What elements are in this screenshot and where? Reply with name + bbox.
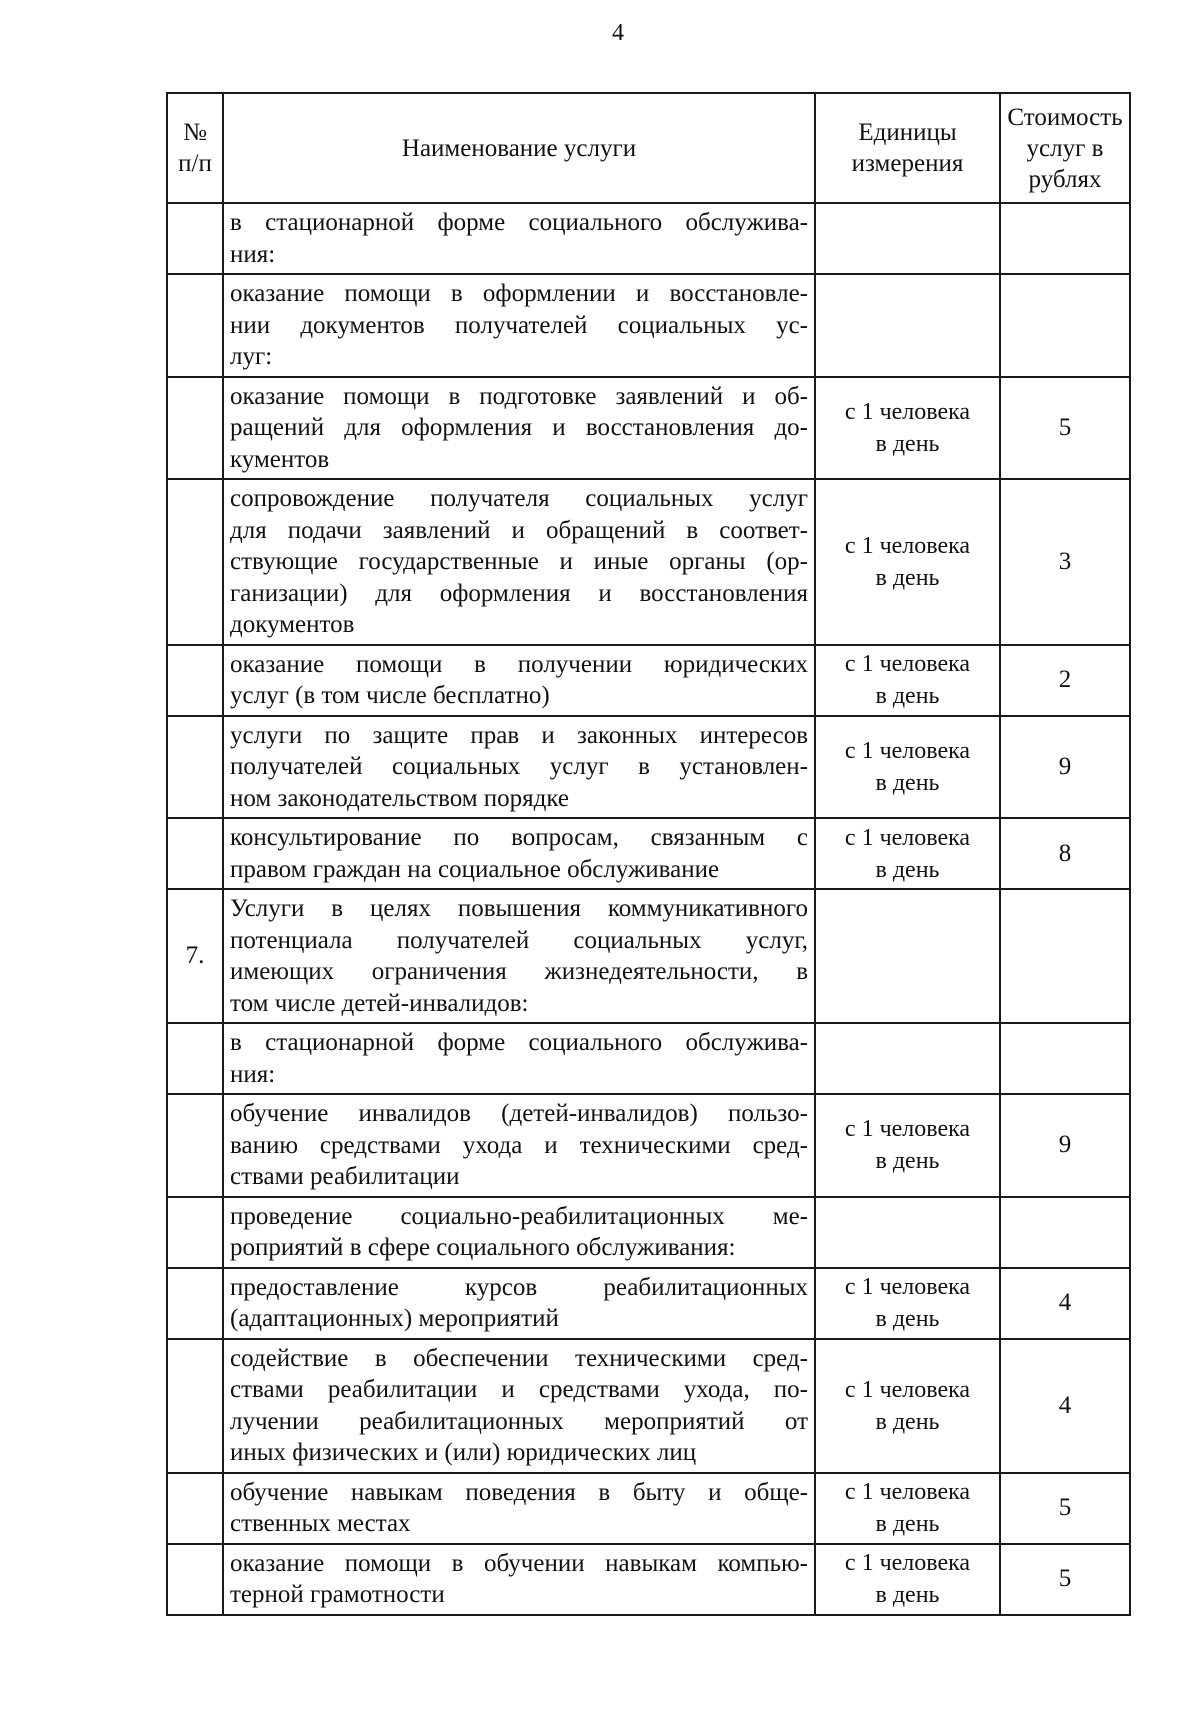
cost-cell <box>1000 1023 1130 1094</box>
header-number: № п/п <box>167 93 223 203</box>
service-name-cell <box>223 716 815 819</box>
service-name-line: имеющих ограничения жизнедеятельности, в <box>230 958 808 985</box>
table-row <box>167 645 1130 716</box>
table-row <box>167 1023 1130 1094</box>
service-name-line: ванию средствами ухода и техническими сред- <box>230 1131 808 1159</box>
service-name-line: ном законодательством порядке <box>230 784 570 812</box>
unit-cell: с 1 человека в день <box>815 1094 1000 1197</box>
service-name-line: иных физических и (или) юридических лиц <box>230 1439 697 1466</box>
service-name-line: проведение социально-реабилитационных ме- <box>230 1202 808 1230</box>
service-name-line: том числе детей-инвалидов: <box>230 989 529 1017</box>
service-name-cell <box>223 1268 815 1339</box>
service-name-line: лучении реабилитационных мероприятий от <box>230 1407 808 1435</box>
table-row <box>167 274 1130 377</box>
service-name-line: оказание помощи в получении юридических <box>230 650 808 678</box>
cost-cell: 8 <box>1000 818 1130 889</box>
service-name-line: оказание помощи в подготовке заявлений и об- <box>230 382 808 410</box>
service-name-line: правом граждан на социальное обслуживание <box>230 855 720 883</box>
row-number-cell <box>167 1268 223 1339</box>
service-name-line: ствами реабилитации и средствами ухода, по- <box>230 1376 808 1403</box>
header-units: Единицы измерения <box>815 93 1000 203</box>
table-row <box>167 479 1130 645</box>
service-name-cell <box>223 274 815 377</box>
service-name-cell <box>223 1197 815 1268</box>
page-number: 4 <box>612 20 624 46</box>
service-name-line: услуги по защите прав и законных интересов <box>230 721 808 749</box>
unit-cell: с 1 человека в день <box>815 645 1000 716</box>
service-name-line: ращений для оформления и восстановления до- <box>230 414 808 441</box>
table-row <box>167 1268 1130 1339</box>
service-name-line: сопровождение получателя социальных услуг <box>230 485 808 512</box>
unit-cell <box>815 1023 1000 1094</box>
row-number-cell: 7. <box>167 889 223 1023</box>
row-number-cell <box>167 716 223 819</box>
service-name-line: ствами реабилитации <box>230 1163 460 1190</box>
row-number-cell <box>167 1094 223 1197</box>
service-name-line: ния: <box>230 1060 276 1088</box>
service-name-line: услуг (в том числе бесплатно) <box>230 682 550 709</box>
services-price-table <box>166 92 1131 1616</box>
unit-cell: с 1 человека в день <box>815 1339 1000 1473</box>
unit-cell: с 1 человека в день <box>815 377 1000 480</box>
cost-cell: 5 <box>1000 377 1130 480</box>
table-row <box>167 716 1130 819</box>
service-name-line: документов <box>230 611 355 638</box>
unit-cell <box>815 203 1000 274</box>
table-row <box>167 1544 1130 1615</box>
service-name-cell <box>223 889 815 1023</box>
service-name-line: кументов <box>230 445 330 473</box>
service-name-line: в стационарной форме социального обслужива- <box>230 1029 808 1056</box>
service-name-line: (адаптационных) мероприятий <box>230 1305 559 1332</box>
service-name-cell <box>223 1544 815 1615</box>
service-name-line: луг: <box>230 343 273 370</box>
cost-cell: 3 <box>1000 479 1130 645</box>
header-service-name: Наименование услуги <box>223 93 815 203</box>
service-name-line: оказание помощи в обучении навыкам компью- <box>230 1549 808 1577</box>
service-name-line: консультирование по вопросам, связанным с <box>230 824 808 851</box>
unit-cell: с 1 человека в день <box>815 818 1000 889</box>
table-row <box>167 1473 1130 1544</box>
cost-cell: 2 <box>1000 645 1130 716</box>
cost-cell <box>1000 1197 1130 1268</box>
service-name-line: обучение инвалидов (детей-инвалидов) пользо- <box>230 1100 808 1127</box>
service-name-line: терной грамотности <box>230 1581 445 1608</box>
service-name-line: в стационарной форме социального обслужива- <box>230 209 808 236</box>
service-name-line: для подачи заявлений и обращений в соответ- <box>230 516 808 544</box>
unit-cell: с 1 человека в день <box>815 479 1000 645</box>
service-name-line: ния: <box>230 240 276 268</box>
table-row <box>167 889 1130 1023</box>
row-number-cell <box>167 274 223 377</box>
cost-cell <box>1000 203 1130 274</box>
service-name-cell <box>223 1473 815 1544</box>
service-name-cell <box>223 1094 815 1197</box>
cost-cell: 9 <box>1000 1094 1130 1197</box>
unit-cell <box>815 274 1000 377</box>
service-name-cell <box>223 1339 815 1473</box>
row-number-cell <box>167 818 223 889</box>
service-name-line: обучение навыкам поведения в быту и обще- <box>230 1478 808 1506</box>
service-name-line: содействие в обеспечении техническими сред- <box>230 1344 808 1372</box>
service-name-line: ствующие государственные и иные органы (ор- <box>230 548 808 575</box>
table-row <box>167 377 1130 480</box>
row-number-cell <box>167 377 223 480</box>
table-row <box>167 1094 1130 1197</box>
service-name-cell <box>223 203 815 274</box>
header-cost: Стоимость услуг в рублях <box>1000 93 1130 203</box>
service-name-line: получателей социальных услуг в установлен- <box>230 753 808 780</box>
row-number-cell <box>167 1544 223 1615</box>
service-name-line: предоставление курсов реабилитационных <box>230 1273 808 1301</box>
cost-cell <box>1000 889 1130 1023</box>
row-number-cell <box>167 203 223 274</box>
service-name-cell <box>223 645 815 716</box>
service-name-line: нии документов получателей социальных ус- <box>230 311 808 339</box>
cost-cell: 9 <box>1000 716 1130 819</box>
table-row <box>167 1339 1130 1473</box>
table-row <box>167 1197 1130 1268</box>
cost-cell <box>1000 274 1130 377</box>
service-name-cell <box>223 1023 815 1094</box>
row-number-cell <box>167 1197 223 1268</box>
unit-cell: с 1 человека в день <box>815 716 1000 819</box>
table-row <box>167 203 1130 274</box>
row-number-cell <box>167 1339 223 1473</box>
cost-cell: 4 <box>1000 1268 1130 1339</box>
row-number-cell <box>167 645 223 716</box>
service-name-line: потенциала получателей социальных услуг, <box>230 926 808 954</box>
unit-cell: с 1 человека в день <box>815 1473 1000 1544</box>
service-name-cell <box>223 818 815 889</box>
service-name-line: ственных местах <box>230 1510 411 1537</box>
cost-cell: 5 <box>1000 1544 1130 1615</box>
row-number-cell <box>167 1023 223 1094</box>
table-row <box>167 818 1130 889</box>
unit-cell: с 1 человека в день <box>815 1268 1000 1339</box>
row-number-cell <box>167 479 223 645</box>
service-name-line: Услуги в целях повышения коммуникативного <box>230 895 808 922</box>
unit-cell <box>815 889 1000 1023</box>
service-name-line: ганизации) для оформления и восстановления <box>230 579 808 607</box>
cost-cell: 4 <box>1000 1339 1130 1473</box>
table-header-row <box>167 93 1130 203</box>
unit-cell <box>815 1197 1000 1268</box>
service-name-cell <box>223 479 815 645</box>
unit-cell: с 1 человека в день <box>815 1544 1000 1615</box>
cost-cell: 5 <box>1000 1473 1130 1544</box>
service-name-line: роприятий в сфере социального обслуживания: <box>230 1234 736 1261</box>
row-number-cell <box>167 1473 223 1544</box>
service-name-cell <box>223 377 815 480</box>
service-name-line: оказание помощи в оформлении и восстановле- <box>230 280 808 307</box>
